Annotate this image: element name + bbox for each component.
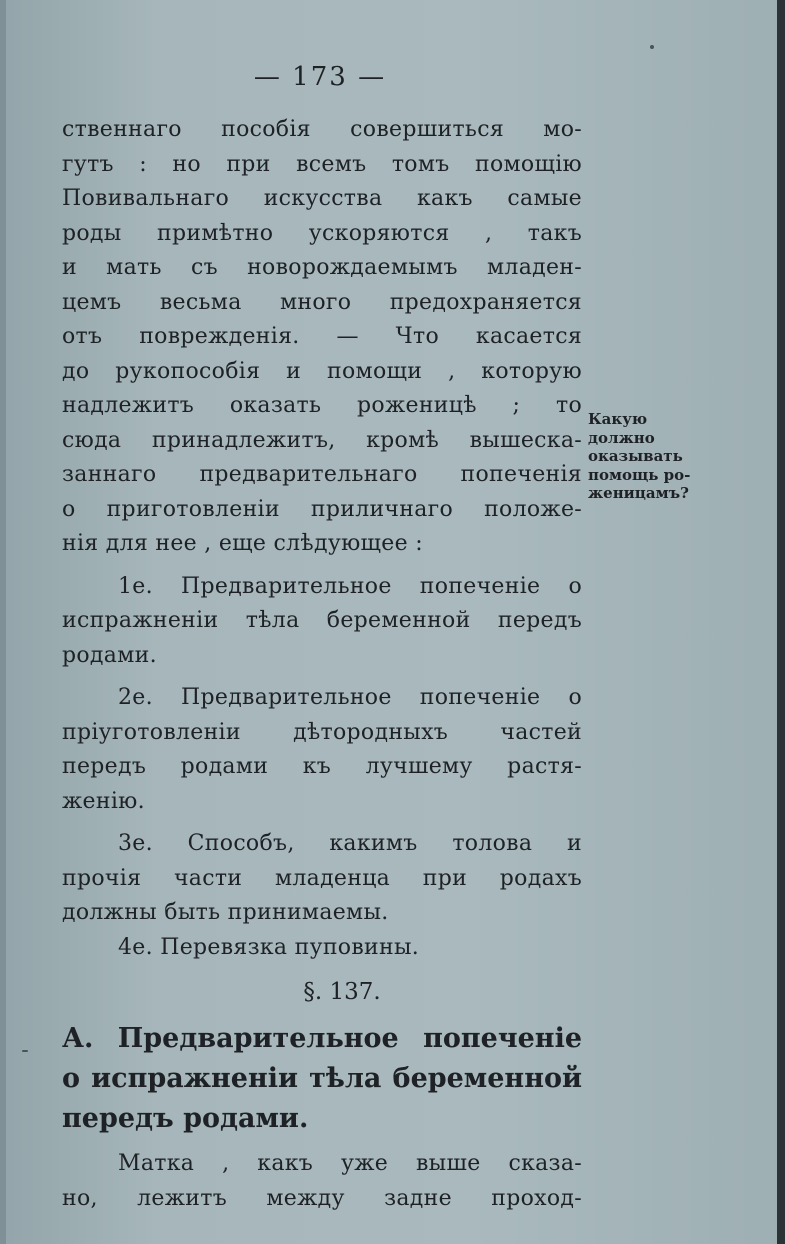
text-line: цемъ весьма много предохраняется bbox=[62, 289, 582, 315]
text-line: гутъ : но при всемъ томъ помощію bbox=[62, 151, 582, 177]
section-heading-line: о испражненіи тѣла беременной bbox=[62, 1063, 582, 1094]
margin-note-line: Какую bbox=[588, 410, 648, 428]
section-heading-line: А. Предварительное попеченіе bbox=[62, 1023, 582, 1054]
paper-speck bbox=[650, 45, 654, 49]
margin-note-line: женицамъ? bbox=[588, 484, 689, 502]
margin-note-line: оказывать bbox=[588, 447, 683, 465]
text-line: о приготовленіи приличнаго положе- bbox=[62, 496, 582, 522]
text-line: Повивальнаго искусства какъ самые bbox=[62, 186, 582, 211]
text-line: ственнаго пособія совершиться мо- bbox=[62, 117, 582, 142]
list-item-4-line: 4е. Перевязка пуповины. bbox=[118, 934, 420, 960]
margin-note bbox=[588, 410, 708, 503]
text-line: роды примѣтно ускоряются , такъ bbox=[62, 220, 582, 246]
paper-speck bbox=[22, 1050, 28, 1052]
page-right-edge bbox=[777, 0, 785, 1244]
margin-note-line: должно bbox=[588, 428, 655, 447]
text-line: до рукопособія и помощи , которую bbox=[62, 358, 582, 384]
text-line: надлежитъ оказать роженицѣ ; то bbox=[62, 393, 582, 418]
text-line: нія для нее , еще слѣдующее : bbox=[62, 531, 423, 556]
text-line: и мать съ новорождаемымъ младен- bbox=[62, 255, 582, 280]
text-line: заннаго предварительнаго попеченія bbox=[62, 462, 582, 487]
list-item-1-line: испражненіи тѣла беременной передъ bbox=[62, 608, 582, 633]
text-line: но, лежитъ между задне проход- bbox=[62, 1185, 582, 1211]
list-item-2-line: передъ родами къ лучшему растя- bbox=[62, 754, 582, 779]
text-line: отъ поврежденія. — Что касается bbox=[62, 324, 582, 349]
list-item-1-line: родами. bbox=[62, 642, 157, 668]
section-number: §. 137. bbox=[303, 979, 381, 1005]
list-item-3-line: прочія части младенца при родахъ bbox=[62, 865, 582, 891]
page-left-edge bbox=[0, 0, 6, 1244]
list-item-2-line: пріуготовленіи дѣтородныхъ частей bbox=[62, 719, 582, 745]
list-item-2-line: 2е. Предварительное попеченіе о bbox=[118, 685, 582, 710]
list-item-1-line: 1е. Предварительное попеченіе о bbox=[118, 573, 582, 599]
text-line: Матка , какъ уже выше сказа- bbox=[118, 1151, 582, 1176]
list-item-3-line: 3е. Способъ, какимъ толова и bbox=[118, 831, 582, 856]
list-item-3-line: должны быть принимаемы. bbox=[62, 900, 389, 925]
page-number: — 173 — bbox=[253, 62, 387, 92]
text-line: сюда принадлежитъ, кромѣ вышеска- bbox=[62, 427, 582, 453]
section-heading-line: передъ родами. bbox=[62, 1103, 309, 1134]
margin-note-line: помощь ро- bbox=[588, 465, 691, 484]
list-item-2-line: женію. bbox=[62, 788, 145, 814]
text-body bbox=[62, 113, 582, 1216]
